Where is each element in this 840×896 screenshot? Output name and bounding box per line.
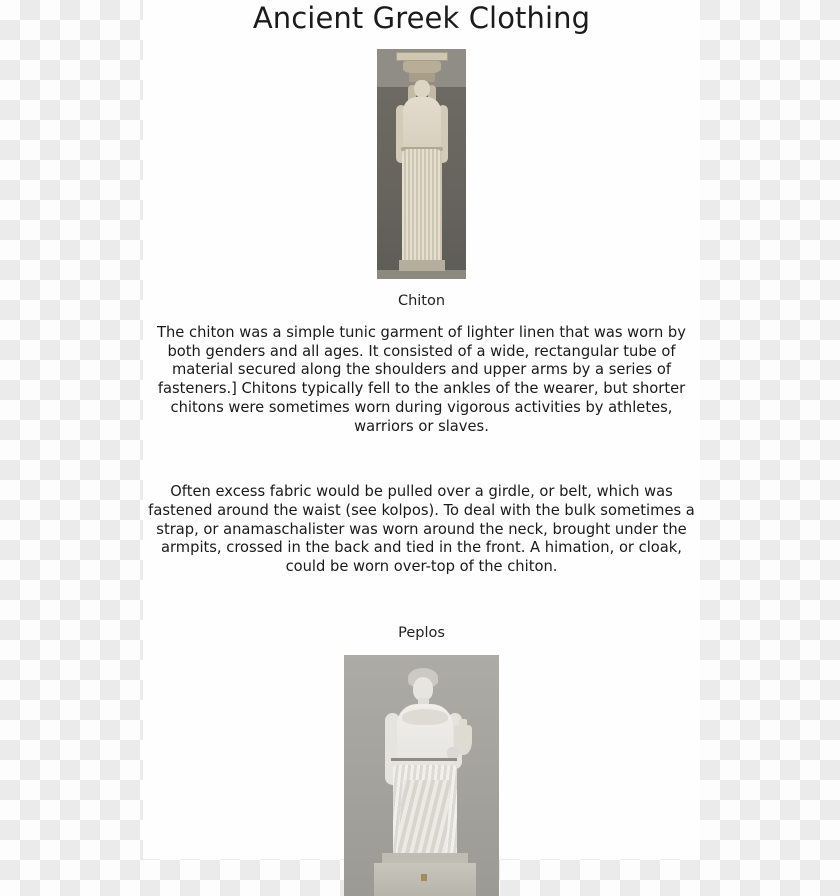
caryatid-image-wrapper: [143, 49, 700, 279]
figure-chiton: [143, 49, 700, 310]
caryatid-head: [414, 80, 430, 98]
peplos-statue-image: [344, 655, 499, 896]
peplos-pedestal-blemish: [421, 874, 427, 881]
caryatid-capital-abacus: [396, 52, 448, 61]
document-content-panel: [143, 0, 700, 859]
figure-caption-peplos: Peplos: [398, 624, 445, 641]
figure-peplos: [143, 577, 700, 896]
caryatid-chiton-skirt: [402, 149, 442, 261]
peplos-shoulder-fold: [402, 709, 448, 725]
peplos-image-wrapper: [143, 655, 700, 896]
peplos-drape: [397, 780, 450, 858]
page-title: Ancient Greek Clothing: [252, 1, 591, 35]
caryatid-statue-image: [377, 49, 466, 279]
peplos-belt: [391, 758, 457, 761]
paragraph-chiton: The chiton was a simple tunic garment of lighter linen that was worn by both genders and all ages. It consisted of a wide, rectangular tube of material secured along the shoulders and upper arms by a series of fasteners.] Chitons typically fell to the ankles of the wearer, but shorter chitons were sometimes worn during vigorous activities by athletes, warriors or slaves.: [157, 324, 686, 435]
caryatid-torso: [403, 97, 441, 153]
caryatid-floor: [377, 270, 466, 279]
figure-caption-chiton: Chiton: [397, 293, 446, 309]
paragraph-kolpos: Often excess fabric would be pulled over a girdle, or belt, which was fastened around the waist (see kolpos). To deal with the bulk sometimes a strap, or anamaschalister was worn around the neck, brought under the armpits, crossed in the back and tied in the front. A himation, or cloak, could be worn over-top of the chiton.: [148, 483, 695, 576]
caryatid-base: [399, 260, 445, 271]
